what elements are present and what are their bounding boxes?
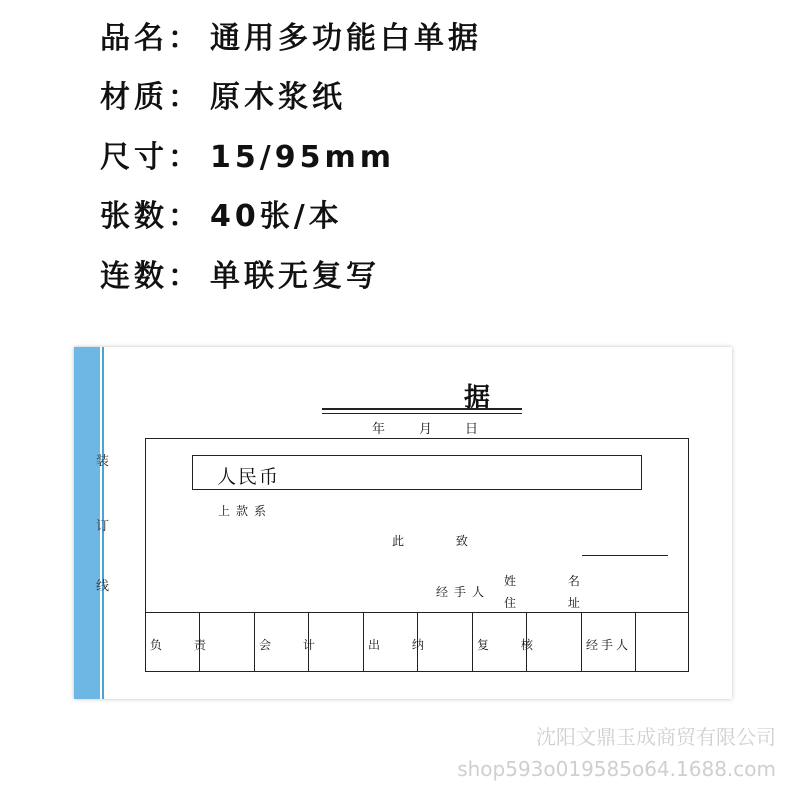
cell-label: 负 责	[150, 638, 220, 652]
greeting-text: 此 致	[392, 534, 492, 548]
payment-text: 上款系	[218, 504, 273, 518]
spec-value: 40张/本	[210, 199, 343, 234]
spec-product-name	[100, 21, 482, 57]
signature-line	[582, 555, 668, 556]
spec-size	[100, 140, 395, 176]
shop-url: shop593o019585o64.1688.com	[457, 757, 776, 781]
spec-sheet-count	[100, 199, 343, 235]
address-label: 住 址	[504, 596, 604, 610]
receipt-title: 据	[464, 383, 491, 413]
spec-label: 张数	[100, 199, 168, 234]
spec-colon: ：	[168, 199, 202, 234]
spec-colon: ：	[168, 80, 202, 115]
spec-value: 通用多功能白单据	[210, 21, 482, 56]
receipt-form-image	[74, 347, 732, 699]
title-underline	[322, 413, 522, 414]
title-underline	[322, 408, 522, 410]
rmb-label: 人民币	[217, 466, 281, 488]
spec-value: 原木浆纸	[210, 80, 346, 115]
spec-label: 材质	[100, 80, 168, 115]
spec-colon: ：	[168, 259, 202, 294]
spec-material	[100, 80, 346, 116]
company-name: 沈阳文鼎玉成商贸有限公司	[536, 725, 776, 749]
binding-char: 订	[96, 519, 110, 534]
spec-colon: ：	[168, 21, 202, 56]
signoff-cell	[473, 613, 547, 672]
spec-label: 品名	[100, 21, 168, 56]
spec-label: 连数	[100, 259, 168, 294]
signoff-row	[146, 612, 688, 672]
date-month: 月	[419, 422, 433, 437]
cell-label: 经手人	[586, 638, 632, 652]
spec-value: 单联无复写	[210, 259, 380, 294]
date-day: 日	[465, 422, 479, 437]
signoff-cell	[200, 613, 255, 672]
signoff-cell	[255, 613, 329, 672]
cell-label: 复 核	[477, 638, 547, 652]
signoff-cell	[146, 613, 220, 672]
binding-char: 线	[96, 579, 110, 594]
cell-label: 会 计	[259, 638, 329, 652]
signoff-cell	[636, 613, 688, 672]
spec-label: 尺寸	[100, 140, 168, 175]
signoff-cell	[527, 613, 582, 672]
signoff-cell	[582, 613, 636, 672]
signoff-cell	[309, 613, 364, 672]
spec-copies	[100, 259, 380, 295]
signoff-cell	[418, 613, 473, 672]
spec-colon: ：	[168, 140, 202, 175]
cell-label: 出 纳	[368, 638, 438, 652]
rmb-amount-box	[192, 455, 642, 490]
spec-value: 15/95mm	[210, 140, 395, 175]
name-label: 姓 名	[504, 574, 604, 588]
binding-char: 装	[96, 454, 110, 469]
signoff-cell	[364, 613, 438, 672]
handler-label: 经手人	[436, 585, 491, 599]
date-year: 年	[372, 422, 386, 437]
receipt-frame	[145, 438, 689, 672]
